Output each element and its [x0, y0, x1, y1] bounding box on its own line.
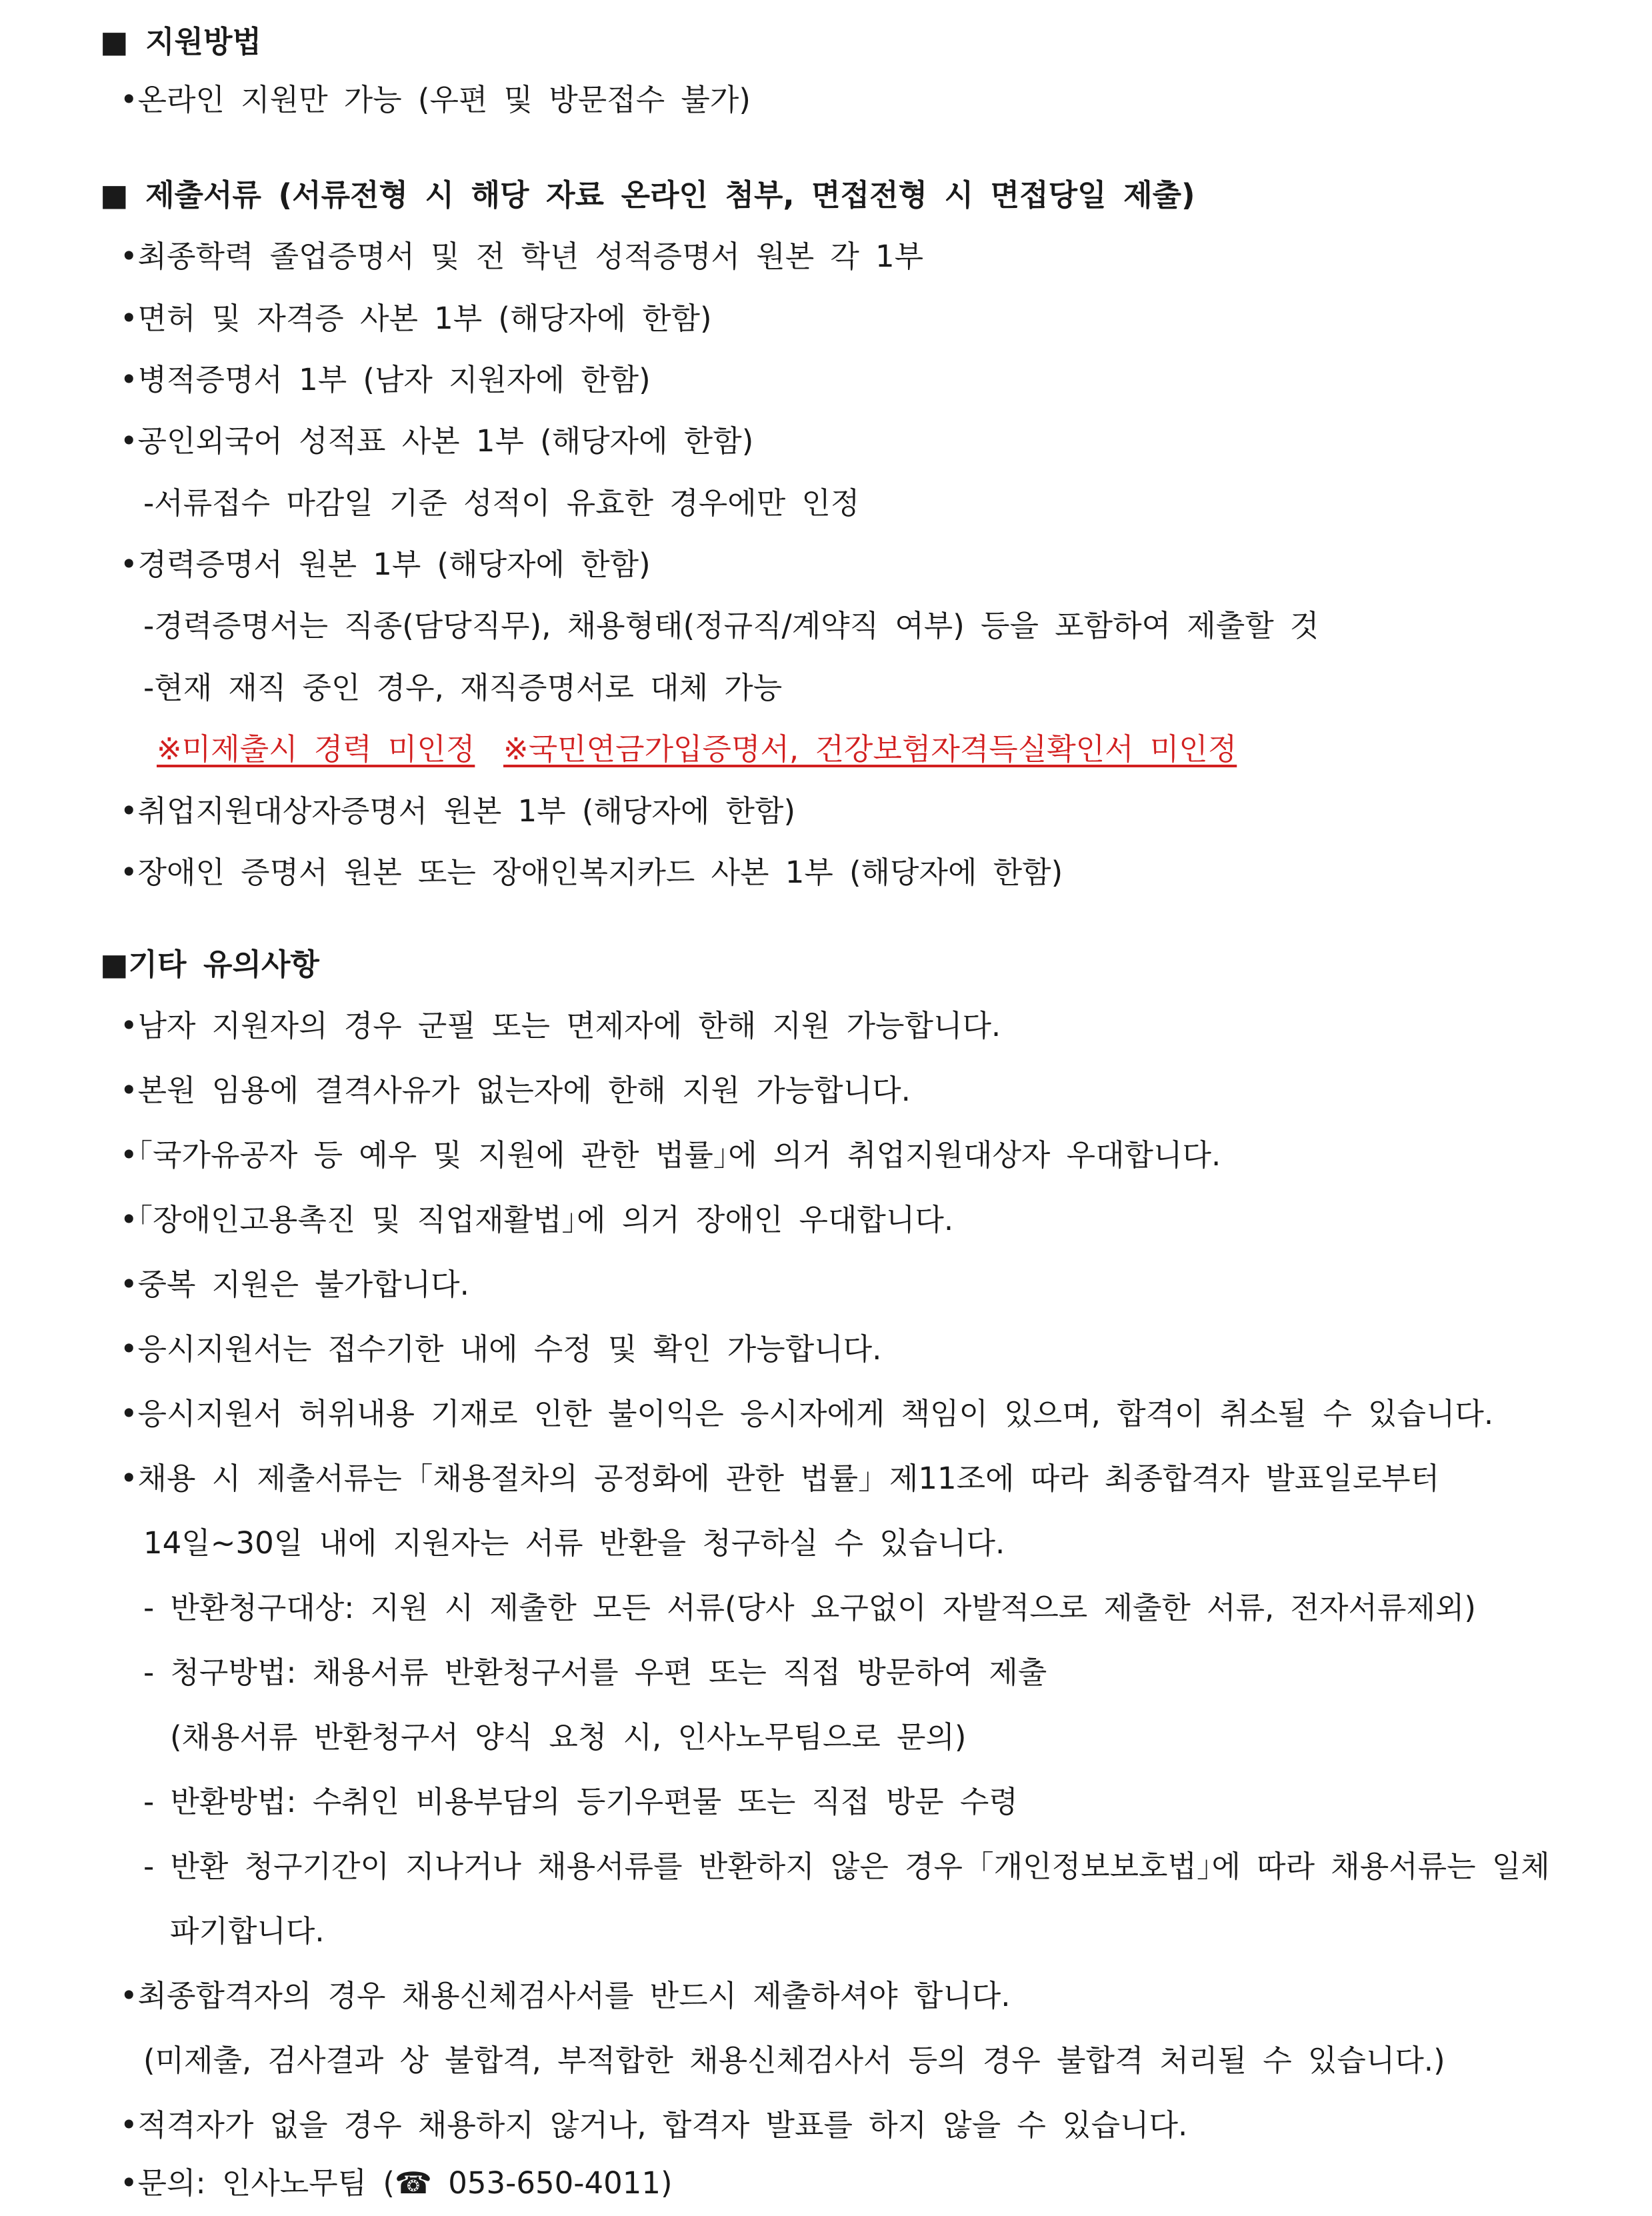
list-subitem-continuation: 파기합니다.: [170, 1913, 325, 1949]
list-subitem: - 반환방법: 수취인 비용부담의 등기우편물 또는 직접 방문 수령: [143, 1784, 1018, 1819]
section-heading-other-notes: ■기타 유의사항: [100, 947, 319, 982]
list-item: •공인외국어 성적표 사본 1부 (해당자에 한함): [120, 423, 754, 459]
notice-insurance-not-recognized: ※국민연금가입증명서, 건강보험자격득실확인서 미인정: [503, 731, 1237, 767]
list-item: •장애인 증명서 원본 또는 장애인복지카드 사본 1부 (해당자에 한함): [120, 855, 1063, 890]
notice-career-not-recognized: ※미제출시 경력 미인정: [157, 731, 475, 767]
list-item: •면허 및 자격증 사본 1부 (해당자에 한함): [120, 301, 712, 336]
list-item: •응시지원서는 접수기한 내에 수정 및 확인 가능합니다.: [120, 1331, 882, 1367]
contact-phone-number: 053-650-4011): [432, 2165, 673, 2201]
list-item: •최종합격자의 경우 채용신체검사서를 반드시 제출하셔야 합니다.: [120, 1978, 1011, 2013]
list-subitem: -서류접수 마감일 기준 성적이 유효한 경우에만 인정: [143, 485, 860, 521]
list-subitem: - 반환청구대상: 지원 시 제출한 모든 서류(당사 요구없이 자발적으로 제출한 서류, 전자서류제외): [143, 1590, 1476, 1625]
section-heading-required-documents: ■ 제출서류 (서류전형 시 해당 자료 온라인 첨부, 면접전형 시 면접당일 제출): [100, 177, 1195, 213]
list-item: •｢장애인고용촉진 및 직업재활법｣에 의거 장애인 우대합니다.: [120, 1202, 954, 1237]
contact-line: [120, 2153, 673, 2213]
list-item: •온라인 지원만 가능 (우편 및 방문접수 불가): [120, 82, 751, 117]
list-item: •응시지원서 허위내용 기재로 인한 불이익은 응시자에게 책임이 있으며, 합격이 취소될 수 있습니다.: [120, 1396, 1494, 1431]
list-item: •남자 지원자의 경우 군필 또는 면제자에 한해 지원 가능합니다.: [120, 1008, 1001, 1043]
list-item: •취업지원대상자증명서 원본 1부 (해당자에 한함): [120, 793, 796, 829]
contact-prefix: •문의: 인사노무팀 (: [120, 2165, 395, 2201]
telephone-icon: ☎: [394, 2165, 433, 2201]
list-item: •중복 지원은 불가합니다.: [120, 1267, 469, 1302]
list-subitem: -현재 재직 중인 경우, 재직증명서로 대체 가능: [143, 670, 783, 705]
list-item: •적격자가 없을 경우 채용하지 않거나, 합격자 발표를 하지 않을 수 있습니다.: [120, 2107, 1188, 2143]
list-subitem: -경력증명서는 직종(담당직무), 채용형태(정규직/계약직 여부) 등을 포함하여 제출할 것: [143, 608, 1319, 643]
list-item: •본원 임용에 결격사유가 없는자에 한해 지원 가능합니다.: [120, 1073, 911, 1108]
section-heading-application-method: ■ 지원방법: [100, 24, 261, 59]
list-subitem: - 반환 청구기간이 지나거나 채용서류를 반환하지 않은 경우 ｢개인정보보호법｣에 따라 채용서류는 일체: [143, 1849, 1550, 1884]
list-subitem-continuation: (채용서류 반환청구서 양식 요청 시, 인사노무팀으로 문의): [170, 1719, 967, 1755]
list-item: •최종학력 졸업증명서 및 전 학년 성적증명서 원본 각 1부: [120, 239, 924, 274]
list-item-continuation: (미제출, 검사결과 상 불합격, 부적합한 채용신체검사서 등의 경우 불합격 처리될 수 있습니다.): [143, 2043, 1445, 2078]
list-item: •｢국가유공자 등 예우 및 지원에 관한 법률｣에 의거 취업지원대상자 우대합니다.: [120, 1137, 1221, 1173]
list-item: •채용 시 제출서류는 ｢채용절차의 공정화에 관한 법률｣ 제11조에 따라 최종합격자 발표일로부터: [120, 1461, 1440, 1496]
list-subitem: - 청구방법: 채용서류 반환청구서를 우편 또는 직접 방문하여 제출: [143, 1655, 1047, 1690]
list-item: •경력증명서 원본 1부 (해당자에 한함): [120, 547, 651, 582]
list-item: •병적증명서 1부 (남자 지원자에 한함): [120, 362, 651, 397]
list-item-continuation: 14일~30일 내에 지원자는 서류 반환을 청구하실 수 있습니다.: [143, 1525, 1005, 1561]
